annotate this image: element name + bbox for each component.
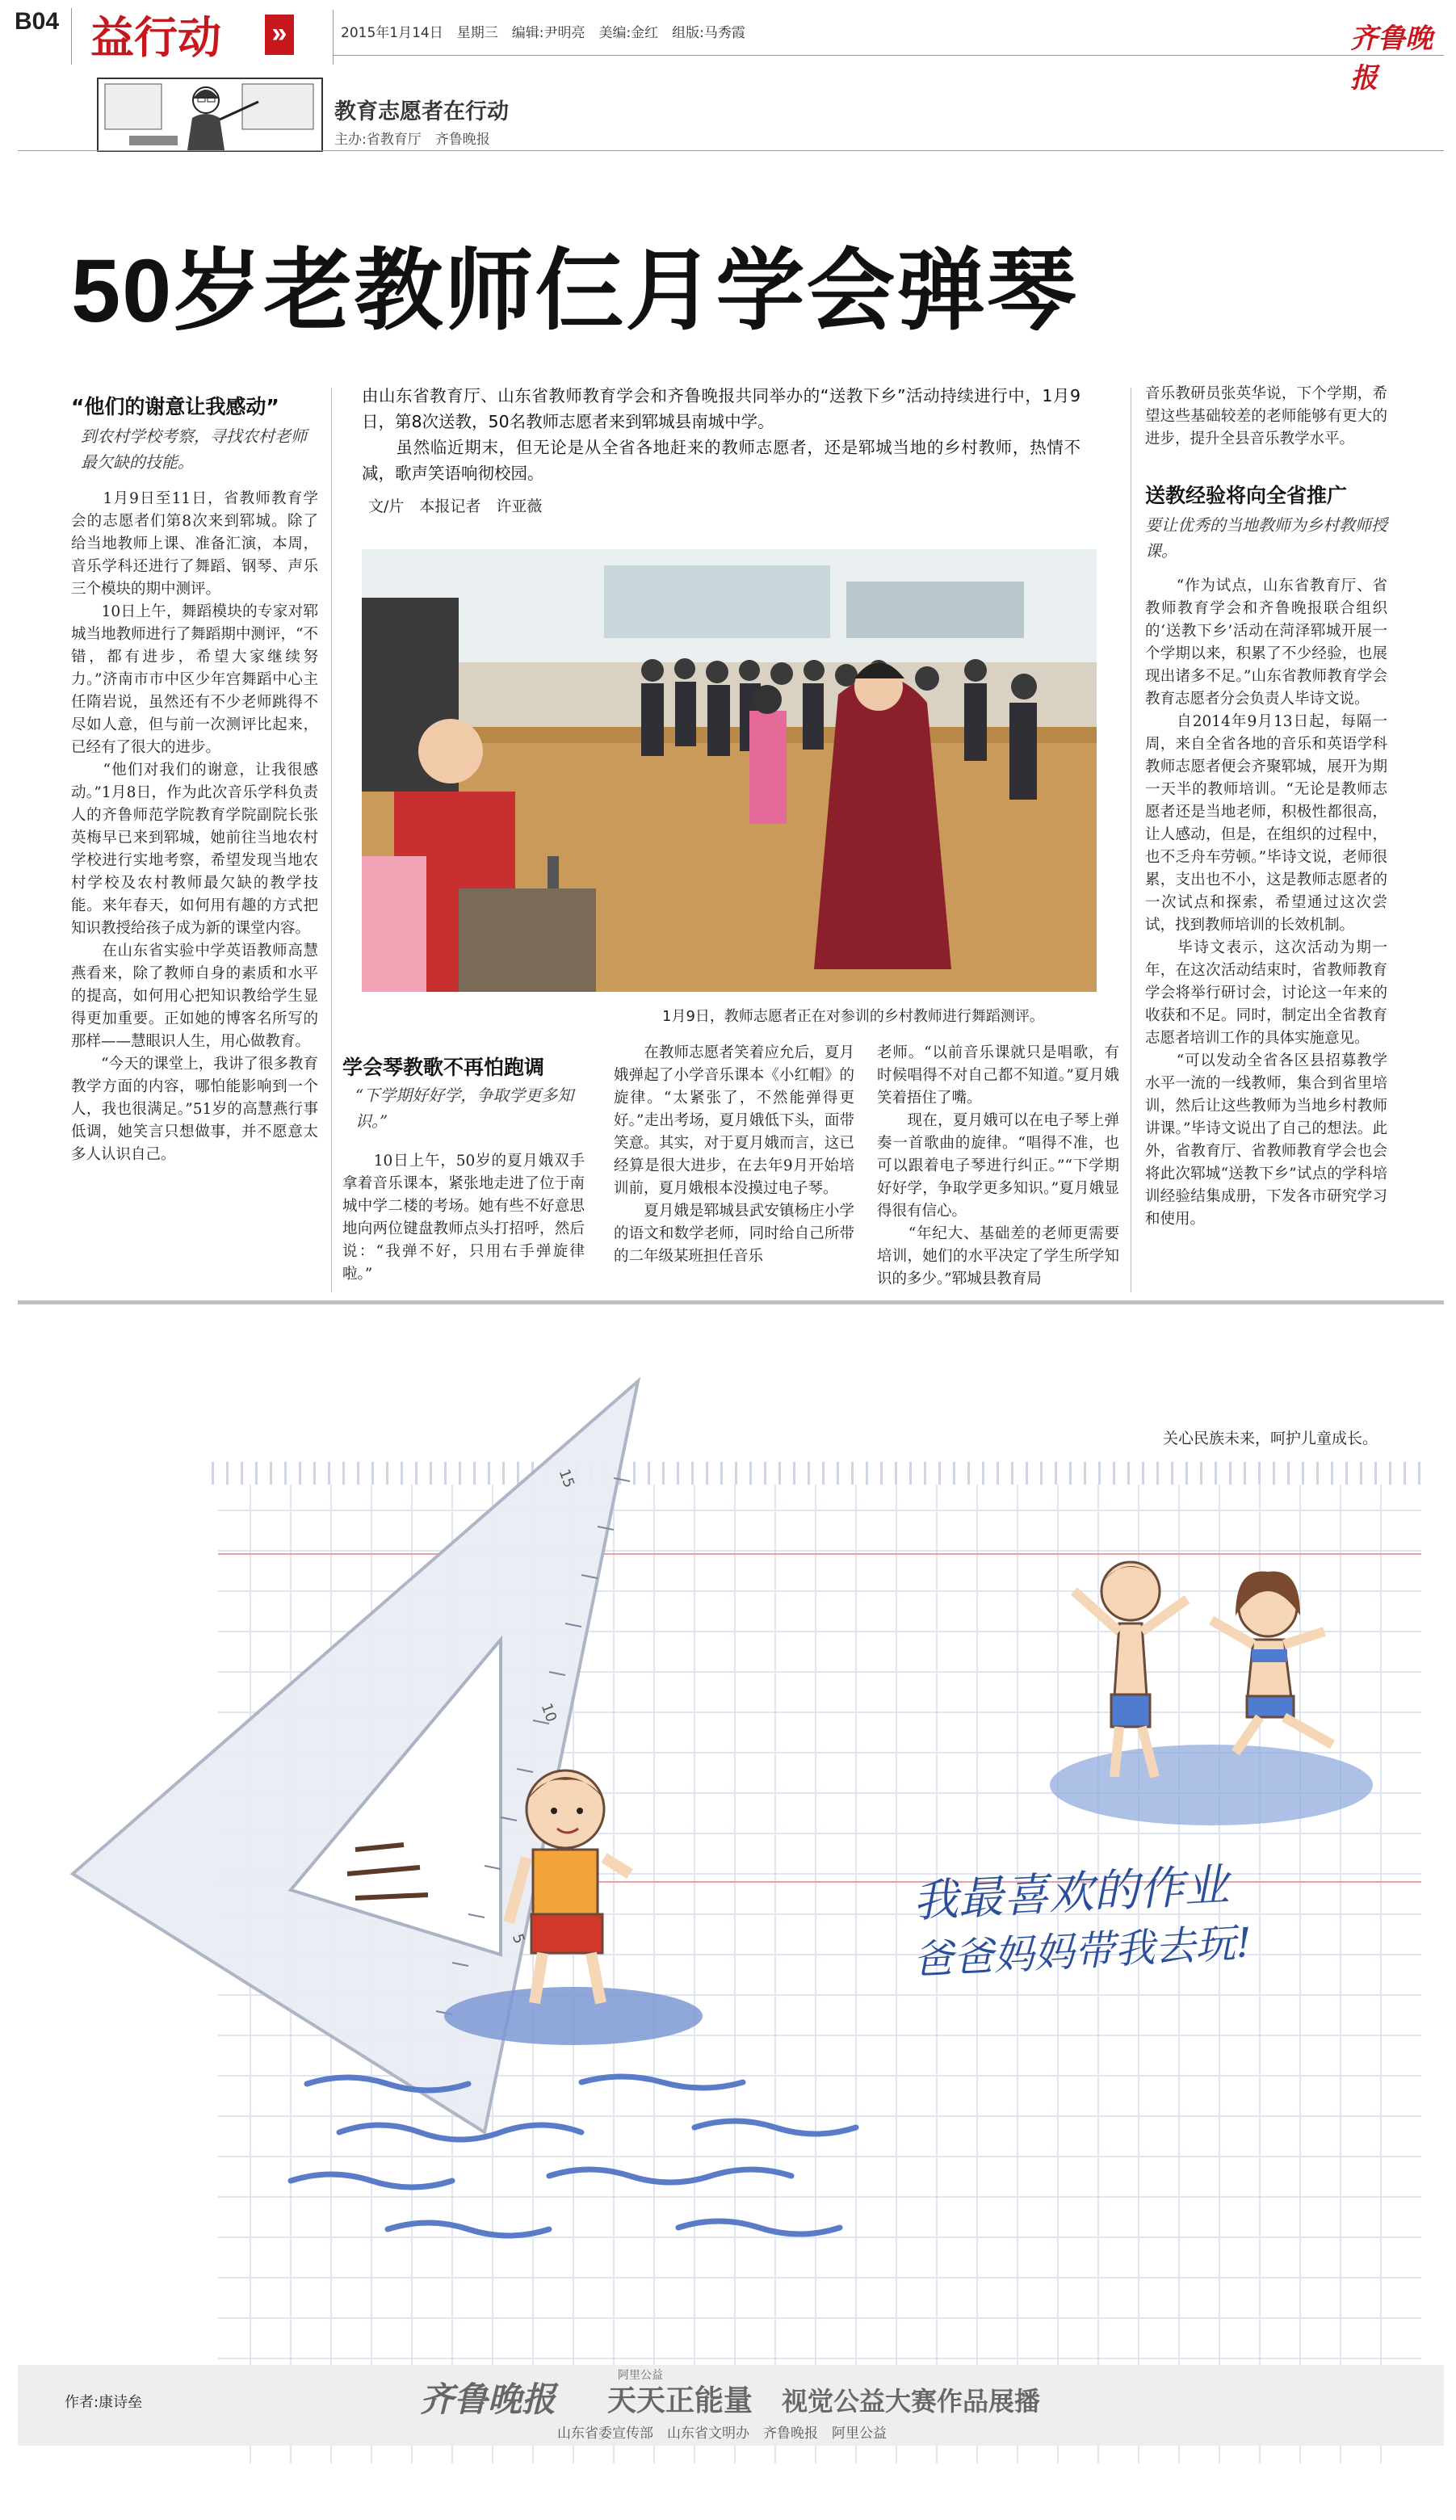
boy-surfer-illustration: [436, 1761, 711, 2068]
article-column-5b: “作为试点，山东省教育厅、省教师教育学会和齐鲁晚报联合组织的‘送教下乡’活动在菏泽郓城开展一个学期以来，积累了不少经验，也展现出诸多不足。”山东省教师教育学会教育志愿者分会负责人毕诗文说。 自2014年9月13日起，每隔一周，来自全省各地的音乐和英语学科教师志愿者便会齐聚郓城，展开为期一天半的教师培训。“无论是教师志愿者还是当地老师，积极性都很高，让人感动，但是，在组织的过程中，也不乏舟车劳顿。”毕诗文说，老师很累，支出也不小，这是教师志愿者的一次试点和探索，希望通过这次尝试，找到教师培训的长效机制。 毕诗文表示，这次活动为期一年，在这次活动结束时，省教师教育学会将举行研讨会，讨论这一年来的收获和不足。同时，制定出全省教育志愿者培训工作的具体实施意见。 “可以发动全省各区县招募教学水平一流的一线教师，集合到省里培训，然后让这些教师为当地乡村教师讲课。”毕诗文说出了自己的想法。此外，省教育厅、省教师教育学会也会将此次郓城“送教下乡”试点的学科培训经验结集成册，下发各市研究学习和使用。: [1145, 578, 1387, 1228]
sponsor-line: 主办:省教育厅 齐鲁晚报: [334, 132, 490, 148]
footer-title: 视觉公益大赛作品展播: [782, 2386, 1041, 2417]
header-divider-v2: [333, 10, 334, 65]
article-byline: 文/片 本报记者 许亚薇: [368, 498, 543, 515]
article-headline: 50岁老教师仨月学会弹琴: [71, 242, 1078, 341]
article-column-2: 10日上午，50岁的夏月娥双手拿着音乐课本，紧张地走进了位于南城中学二楼的考场。她有些不好意思地向两位键盘教师点头打招呼，然后说：“我弹不好，只用右手弹旋律啦。”: [342, 1153, 585, 1283]
section-heading-1: “他们的谢意让我感动”: [71, 395, 279, 418]
psa-author: 作者:康诗垒: [65, 2394, 143, 2411]
header-rule-bottom: [18, 150, 1444, 151]
handwritten-line-1: 我最喜欢的作业: [911, 1858, 1231, 1929]
section-title: 益行动: [90, 14, 221, 62]
footer-brand-small: 阿里公益: [618, 2369, 663, 2382]
photo-caption: 1月9日，教师志愿者正在对参训的乡村教师进行舞蹈测评。: [662, 1008, 1044, 1025]
article-column-3: 在教师志愿者笑着应允后，夏月娥弹起了小学音乐课本《小红帽》的旋律。“太紧张了，不然能弹得更好。”走出考场，夏月娥低下头，面带笑意。其实，对于夏月娥而言，这已经算是很大进步，在去年9月开始培训前，夏月娥根本没摸过电子琴。 夏月娥是郓城县武安镇杨庄小学的语文和数学老师，同时给自己所带的二年级某班担任音乐: [614, 1044, 854, 1265]
section-heading-2: 学会琴教歌不再怕跑调: [342, 1056, 545, 1079]
section-heading-3: 送教经验将向全省推广: [1145, 484, 1348, 507]
section-lead-2: “下学期好好学，争取学更多知识。”: [355, 1086, 574, 1131]
article-photo: [362, 549, 1097, 992]
header-meta: 2015年1月14日 星期三 编辑:尹明亮 美编:金红 组版:马秀霞: [341, 25, 745, 41]
ruler-number-5: 5: [508, 1931, 528, 1947]
teacher-illustration: [97, 78, 323, 152]
ruler-number-15: 15: [555, 1467, 578, 1490]
footer-brand: 天天正能量: [607, 2384, 753, 2417]
section-lead-1: 到农村学校考察，寻找农村老师最欠缺的技能。: [81, 426, 307, 472]
article-intro: 由山东省教育厅、山东省教师教育学会和齐鲁晚报共同举办的“送教下乡”活动持续进行中，1月9日，第8次送教，50名教师志愿者来到郓城县南城中学。 虽然临近期末，但无论是从全省各地赶来的教师志愿者，还是郓城当地的乡村教师，热情不减，歌声笑语响彻校园。: [362, 386, 1080, 483]
header-rule-top: [333, 55, 1444, 56]
footer-paper-logo: 齐鲁晚报: [420, 2379, 556, 2419]
column-title: 教育志愿者在行动: [334, 99, 509, 124]
header-divider-v: [71, 8, 72, 65]
water-waves-illustration: [242, 2068, 1050, 2278]
section-divider-bar: [18, 1300, 1444, 1304]
section-arrow-icon: »: [265, 15, 294, 55]
ruler-number-10: 10: [537, 1701, 560, 1724]
article-column-1: 1月9日至11日，省教师教育学会的志愿者们第8次来到郓城。除了给当地教师上课、准备汇演，本周，音乐学科还进行了舞蹈、钢琴、声乐三个模块的期中测评。 10日上午，舞蹈模块的专家对郓城当地教师进行了舞蹈期中测评，“不错，都有进步，希望大家继续努力。”济南市市中区少年宫舞蹈中心主任隋岩说，虽然还有不少老师跳得不尽如人意，但与前一次测评比起来，已经有了很大的进步。 “他们对我们的谢意，让我很感动。”1月8日，作为此次音乐学科负责人的齐鲁师范学院教育学院副院长张英梅早已来到郓城，她前往当地农村学校进行实地考察，希望发现当地农村学校及农村教师最欠缺的教学技能。来年春天，如何用有趣的方式把知识教授给孩子成为新的课堂内容。 在山东省实验中学英语教师高慧燕看来，除了教师自身的素质和水平的提高，如何用心把知识教给学生显得更加重要。正如她的博客名所写的那样——慧眼识人生，用心做教育。 “今天的课堂上，我讲了很多教育教学方面的内容，哪怕能影响到一个人，我也很满足。”51岁的高慧燕行事低调，她笑言只想做事，并不愿意太多人认识自己。: [71, 490, 318, 1163]
article-column-5a: 音乐教研员张英华说，下个学期，希望这些基础较差的老师能够有更大的进步，提升全县音乐教学水平。: [1145, 385, 1387, 447]
handwritten-line-2: 爸爸妈妈带我去玩!: [911, 1919, 1253, 1984]
psa-slogan: 关心民族未来，呵护儿童成长。: [1163, 1430, 1378, 1447]
page-number: B04: [15, 8, 60, 35]
column-divider-1: [331, 388, 332, 1292]
paper-logo: 齐鲁晚报: [1350, 23, 1433, 94]
footer-organizers: 山东省委宣传部 山东省文明办 齐鲁晚报 阿里公益: [557, 2426, 887, 2442]
article-column-4: 老师。“以前音乐课就只是唱歌，有时候唱得不对自己都不知道。”夏月娥笑着捂住了嘴。 现在，夏月娥可以在电子琴上弹奏一首歌曲的旋律。“唱得不准，也可以跟着电子琴进行纠正。”“下学期好好学，争取学更多知识。”夏月娥显得很有信心。 “年纪大、基础差的老师更需要培训，她们的水平决定了学生所学知识的多少。”郓城县教育局: [877, 1044, 1119, 1287]
parents-swimming-illustration: [1042, 1543, 1381, 1882]
section-lead-3: 要让优秀的当地教师为乡村教师授课。: [1145, 515, 1387, 561]
